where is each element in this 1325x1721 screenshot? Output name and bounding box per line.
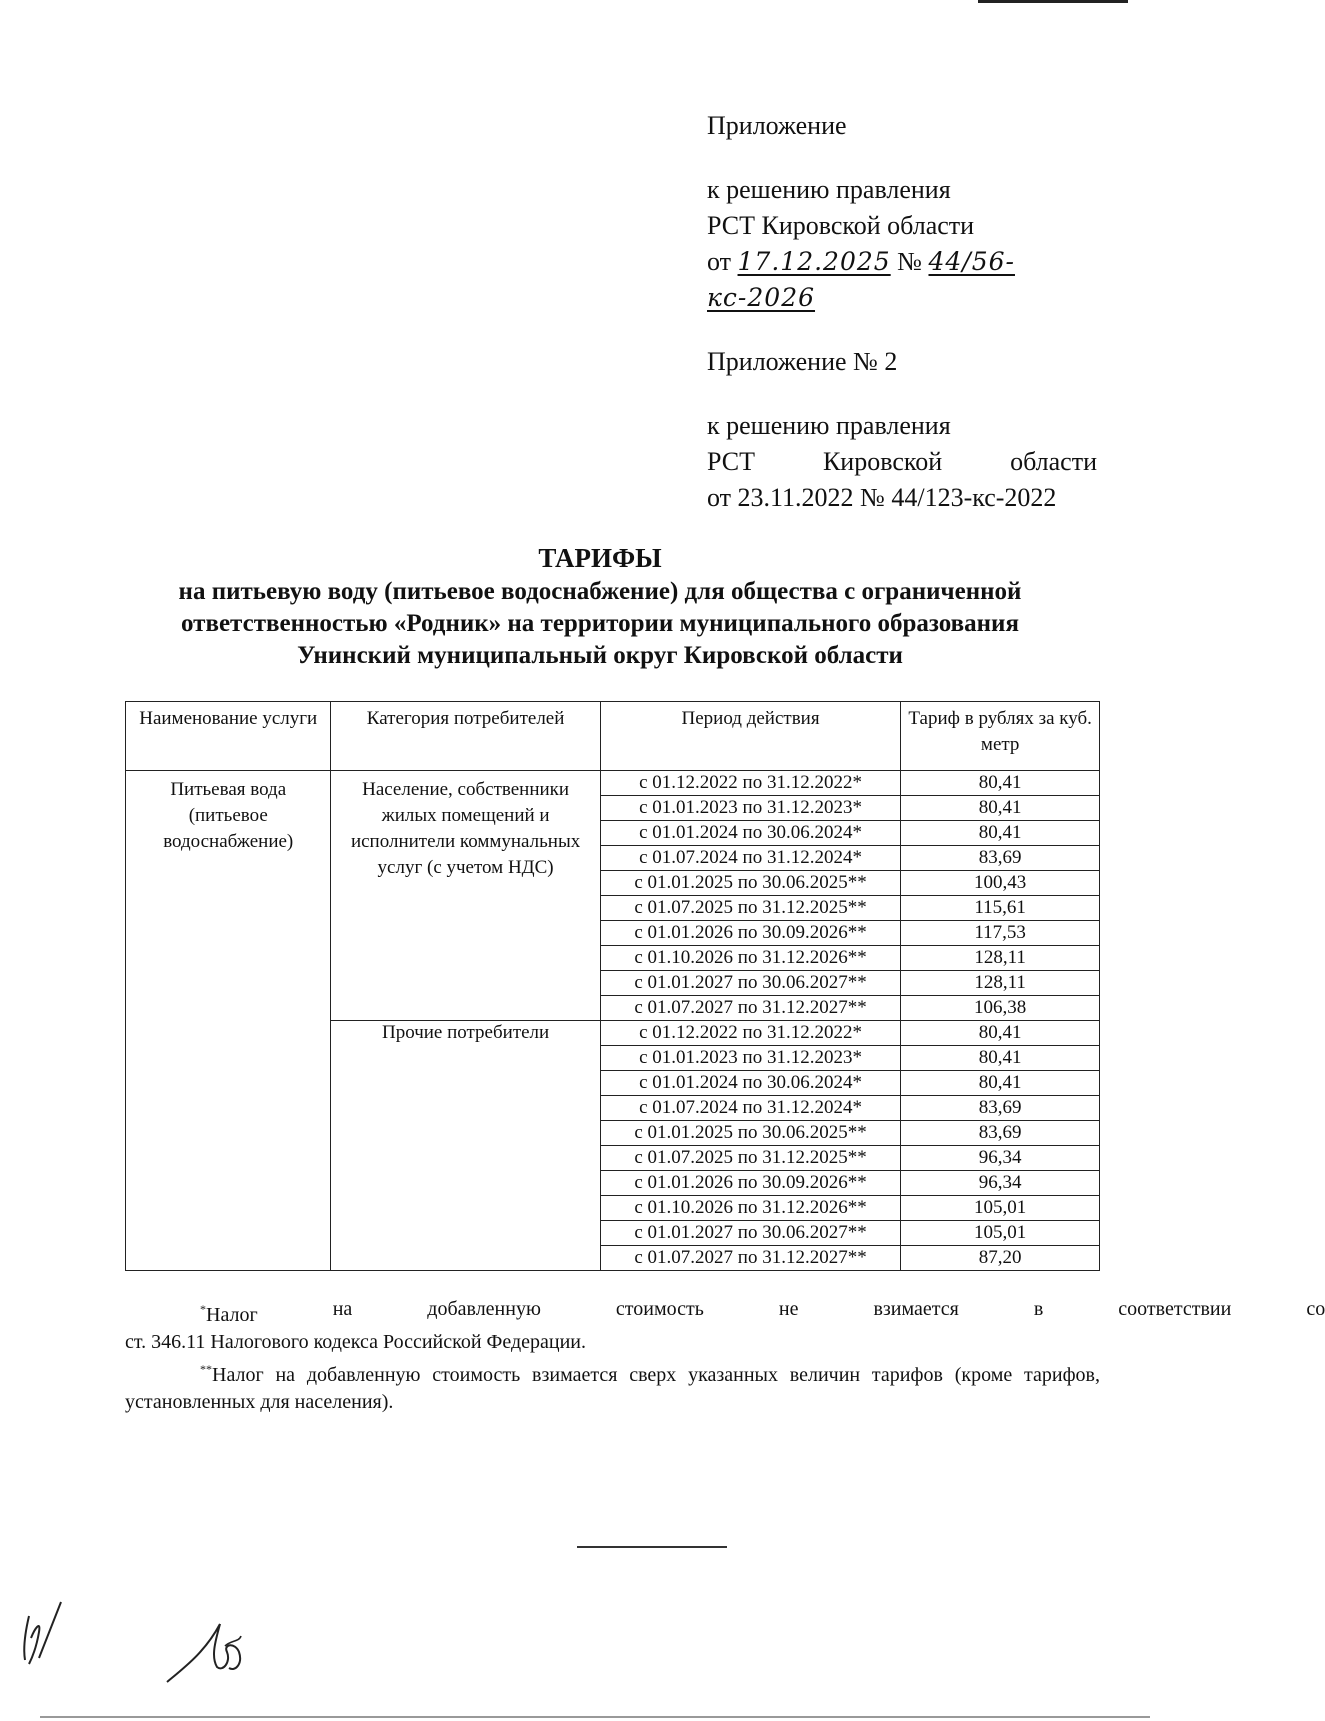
- period-cell: с 01.07.2027 по 31.12.2027**: [600, 996, 901, 1021]
- tariff-cell: 80,41: [901, 1071, 1100, 1096]
- title-line-1: на питьевую воду (питьевое водоснабжение) для общества с ограниченной: [178, 578, 1022, 605]
- decision-ref: к решению правления: [707, 175, 951, 204]
- title-line-3: Унинский муниципальный округ Кировской области: [297, 642, 903, 669]
- header-service: Наименование услуги: [126, 702, 331, 771]
- period-cell: с 01.01.2027 по 30.06.2027**: [600, 1221, 901, 1246]
- footnotes: [125, 1296, 1325, 1416]
- period-cell: с 01.01.2026 по 30.09.2026**: [600, 921, 901, 946]
- document-title: [100, 540, 1100, 672]
- handwritten-date: 17.12.2025: [737, 247, 891, 276]
- appendix-block: [707, 108, 1097, 516]
- decision-ref-2: к решению правления: [707, 411, 951, 440]
- period-cell: с 01.10.2026 по 31.12.2026**: [600, 946, 901, 971]
- decision-authority-2: РСТ Кировской области: [707, 447, 1097, 476]
- period-cell: с 01.01.2025 по 30.06.2025**: [600, 1121, 901, 1146]
- end-divider: [577, 1546, 727, 1548]
- decision-authority: РСТ Кировской области: [707, 211, 975, 240]
- number-sign: №: [897, 247, 922, 276]
- tariff-cell: 80,41: [901, 1046, 1100, 1071]
- tariff-cell: 128,11: [901, 971, 1100, 996]
- tariff-cell: 80,41: [901, 1021, 1100, 1046]
- bottom-edge-mark: [40, 1716, 1150, 1718]
- tariff-cell: 83,69: [901, 1121, 1100, 1146]
- tariff-cell: 83,69: [901, 1096, 1100, 1121]
- top-edge-mark: [978, 0, 1128, 3]
- tariff-cell: 106,38: [901, 996, 1100, 1021]
- period-cell: с 01.01.2023 по 31.12.2023*: [600, 796, 901, 821]
- appendix-2-label: Приложение № 2: [707, 347, 898, 376]
- tariff-cell: 105,01: [901, 1196, 1100, 1221]
- tariff-cell: 115,61: [901, 896, 1100, 921]
- period-cell: с 01.01.2026 по 30.09.2026**: [600, 1171, 901, 1196]
- header-period: Период действия: [600, 702, 901, 771]
- period-cell: с 01.10.2026 по 31.12.2026**: [600, 1196, 901, 1221]
- header-category: Категория потребителей: [331, 702, 600, 771]
- period-cell: с 01.01.2025 по 30.06.2025**: [600, 871, 901, 896]
- period-cell: с 01.07.2025 по 31.12.2025**: [600, 896, 901, 921]
- period-cell: с 01.07.2024 по 31.12.2024*: [600, 846, 901, 871]
- tariff-cell: 96,34: [901, 1171, 1100, 1196]
- service-name: Питьевая вода (питьевое водоснабжение): [126, 771, 331, 1271]
- title-line-2: ответственностью «Родник» на территории муниципального образования: [181, 610, 1019, 637]
- header-tariff: Тариф в рублях за куб. метр: [901, 702, 1100, 771]
- period-cell: с 01.01.2024 по 30.06.2024*: [600, 821, 901, 846]
- period-cell: с 01.01.2024 по 30.06.2024*: [600, 1071, 901, 1096]
- date-prefix: от: [707, 247, 732, 276]
- category-other: Прочие потребители: [331, 1021, 600, 1271]
- tariff-cell: 80,41: [901, 821, 1100, 846]
- period-cell: с 01.01.2027 по 30.06.2027**: [600, 971, 901, 996]
- tariff-cell: 87,20: [901, 1246, 1100, 1271]
- tariff-cell: 96,34: [901, 1146, 1100, 1171]
- period-cell: с 01.07.2024 по 31.12.2024*: [600, 1096, 901, 1121]
- category-population: Население, собственники жилых помещений и исполнители коммунальных услуг (с учетом НДС): [331, 771, 600, 1021]
- tariff-cell: 117,53: [901, 921, 1100, 946]
- table-row: [126, 771, 1100, 796]
- decision-date-line: [707, 244, 1097, 316]
- tariff-cell: 128,11: [901, 946, 1100, 971]
- tariff-cell: 100,43: [901, 871, 1100, 896]
- period-cell: с 01.07.2025 по 31.12.2025**: [600, 1146, 901, 1171]
- initials-signature-icon: [15, 1598, 75, 1668]
- signature-icon: [165, 1612, 255, 1687]
- period-cell: с 01.12.2022 по 31.12.2022*: [600, 1021, 901, 1046]
- footnote-1-line-2: ст. 346.11 Налогового кодекса Российской Федерации.: [125, 1331, 586, 1353]
- title-main: ТАРИФЫ: [538, 543, 662, 573]
- period-cell: с 01.01.2023 по 31.12.2023*: [600, 1046, 901, 1071]
- appendix-label: Приложение: [707, 111, 847, 140]
- tariff-cell: 105,01: [901, 1221, 1100, 1246]
- tariff-cell: 80,41: [901, 771, 1100, 796]
- period-cell: с 01.07.2027 по 31.12.2027**: [600, 1246, 901, 1271]
- tariff-cell: 83,69: [901, 846, 1100, 871]
- footnote-1: *Налог на добавленную стоимость не взимается в соответствии со: [200, 1298, 1325, 1326]
- period-cell: с 01.12.2022 по 31.12.2022*: [600, 771, 901, 796]
- table-header-row: [126, 702, 1100, 771]
- footnote-2: **Налог на добавленную стоимость взимается сверх указанных величин тарифов (кроме тарифов, установленных для населения).: [125, 1362, 1100, 1413]
- handwritten-number: 44/56-кс-2026: [707, 247, 1015, 312]
- tariff-cell: 80,41: [901, 796, 1100, 821]
- decision-date-2: от 23.11.2022 № 44/123-кс-2022: [707, 483, 1057, 512]
- tariff-table: [125, 701, 1100, 1271]
